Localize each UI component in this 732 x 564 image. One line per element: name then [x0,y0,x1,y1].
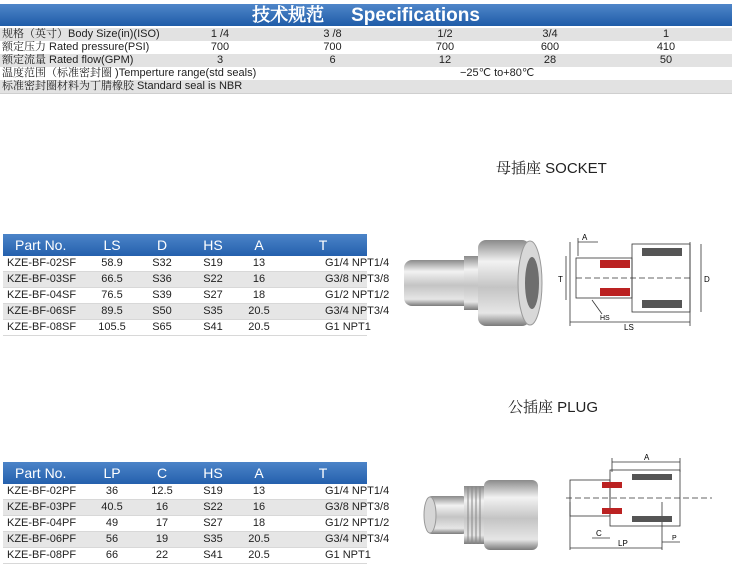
drawing-label-ls: LS [624,323,634,332]
spec-value: 6 [275,54,390,67]
spec-value: 1 [600,28,732,41]
cell: G3/8 NPT3/8 [279,272,367,288]
header-ls: LS [87,234,137,256]
spec-row-rated-flow [0,54,732,67]
cell: G1/4 NPT1/4 [279,484,367,500]
socket-table [3,234,390,336]
spec-value: 3 /8 [275,28,390,41]
spec-row-temperature [0,67,732,80]
table-row [3,500,367,516]
header-lp: LP [87,462,137,484]
cell: 20.5 [239,548,279,564]
spec-value: 700 [165,41,275,54]
spec-label: 标准密封圈材料为丁腈橡胶 Standard seal is NBR [0,80,732,94]
cell-part-no: KZE-BF-02SF [3,256,87,272]
cell: 13 [239,484,279,500]
table-row [3,320,367,336]
header-hs: HS [187,234,239,256]
plug-table-header [3,462,367,484]
cell: 66 [87,548,137,564]
header-part-no: Part No. [3,462,87,484]
cell: 89.5 [87,304,137,320]
cell: 76.5 [87,288,137,304]
specs-title-en: Specifications [351,5,480,26]
drawing-label-d: D [704,275,710,284]
cell: S19 [187,256,239,272]
header-t: T [279,234,367,256]
cell: 22 [137,548,187,564]
cell: 49 [87,516,137,532]
drawing-label-c: C [596,529,602,538]
drawing-label-p: P [672,535,677,542]
cell: 20.5 [239,320,279,336]
cell: 19 [137,532,187,548]
cell: S50 [137,304,187,320]
cell: 18 [239,288,279,304]
cell-part-no: KZE-BF-03SF [3,272,87,288]
spec-value: 700 [275,41,390,54]
cell: S35 [187,532,239,548]
spec-row-rated-pressure [0,41,732,54]
table-row [3,288,367,304]
plug-drawing [562,452,718,552]
spec-value: 3/4 [500,28,600,41]
cell: 16 [239,500,279,516]
cell: S39 [137,288,187,304]
cell: 56 [87,532,137,548]
cell: G1/2 NPT1/2 [279,288,367,304]
socket-table-header [3,234,367,256]
cell-part-no: KZE-BF-04PF [3,516,87,532]
header-c: C [137,462,187,484]
spec-value: 12 [390,54,500,67]
table-row [3,304,367,320]
header-hs: HS [187,462,239,484]
drawing-label-lp: LP [618,539,628,548]
spec-label: 额定流量 Rated flow(GPM) [0,54,165,67]
spec-value: 1 /4 [165,28,275,41]
plug-table [3,462,390,564]
socket-photo [398,232,546,334]
table-row [3,256,367,272]
specifications-header [0,4,732,26]
header-t: T [279,462,367,484]
spec-value: 700 [390,41,500,54]
cell: S22 [187,272,239,288]
cell: 58.9 [87,256,137,272]
cell: 36 [87,484,137,500]
cell: G1 NPT1 [279,320,367,336]
header-part-no: Part No. [3,234,87,256]
cell-part-no: KZE-BF-06SF [3,304,87,320]
plug-title: 公插座 PLUG [508,399,599,416]
plug-photo [412,470,552,556]
cell: 20.5 [239,304,279,320]
cell: 12.5 [137,484,187,500]
cell: G1/2 NPT1/2 [279,516,367,532]
specifications-table [0,28,732,94]
cell-part-no: KZE-BF-08PF [3,548,87,564]
cell: 105.5 [87,320,137,336]
spec-value: 28 [500,54,600,67]
cell: S22 [187,500,239,516]
cell: 16 [239,272,279,288]
cell: 16 [137,500,187,516]
cell: S41 [187,548,239,564]
spec-label: 温度范围（标准密封圈 )Temperture range(std seals) [0,67,390,80]
cell: S35 [187,304,239,320]
table-row [3,516,367,532]
cell: 66.5 [87,272,137,288]
spec-value: −25℃ to+80℃ [390,67,732,80]
cell: 17 [137,516,187,532]
drawing-label-a: A [582,233,588,242]
cell-part-no: KZE-BF-04SF [3,288,87,304]
cell: S32 [137,256,187,272]
cell: 20.5 [239,532,279,548]
cell: S19 [187,484,239,500]
spec-value: 3 [165,54,275,67]
header-a: A [239,462,279,484]
spec-row-body-size [0,28,732,41]
cell: G1 NPT1 [279,548,367,564]
cell-part-no: KZE-BF-02PF [3,484,87,500]
cell-part-no: KZE-BF-08SF [3,320,87,336]
cell: S27 [187,516,239,532]
drawing-label-t: T [558,275,563,284]
spec-value: 410 [600,41,732,54]
spec-label: 额定压力 Rated pressure(PSI) [0,41,165,54]
table-row [3,272,367,288]
spec-value: 50 [600,54,732,67]
cell: G3/8 NPT3/8 [279,500,367,516]
cell: S27 [187,288,239,304]
specs-title-cn: 技术规范 [252,5,325,25]
table-row [3,484,367,500]
cell: S36 [137,272,187,288]
cell: G1/4 NPT1/4 [279,256,367,272]
socket-drawing [556,230,716,332]
spec-value: 600 [500,41,600,54]
table-row [3,532,367,548]
cell: 40.5 [87,500,137,516]
spec-value: 1/2 [390,28,500,41]
cell: 13 [239,256,279,272]
spec-label: 规格（英寸）Body Size(in)(ISO) [0,28,165,41]
table-row [3,548,367,564]
header-d: D [137,234,187,256]
cell-part-no: KZE-BF-06PF [3,532,87,548]
cell: S41 [187,320,239,336]
cell: G3/4 NPT3/4 [279,304,367,320]
cell-part-no: KZE-BF-03PF [3,500,87,516]
cell: S65 [137,320,187,336]
socket-title: 母插座 SOCKET [496,160,607,177]
spec-row-seal [0,80,732,94]
cell: 18 [239,516,279,532]
header-a: A [239,234,279,256]
cell: G3/4 NPT3/4 [279,532,367,548]
drawing-label-a: A [644,453,650,462]
drawing-label-hs: HS [600,315,610,322]
